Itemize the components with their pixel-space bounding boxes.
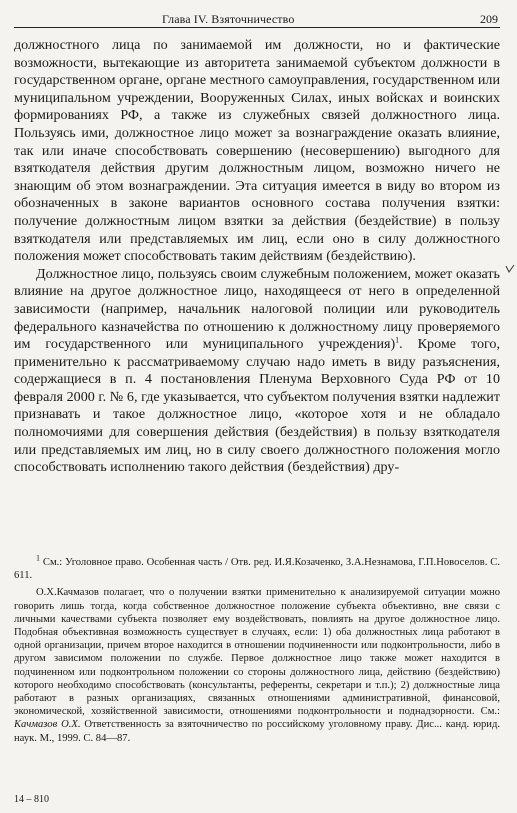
footnote-ref-1[interactable]: 1 [395, 335, 400, 345]
footnote-1-text: См.: Уголовное право. Особенная часть / Отв. ред. И.Я.Козаченко, З.А.Незнамова, Г.П.Новоселов. С. 611. [14, 557, 500, 582]
running-header [14, 11, 500, 28]
footnote-1-continuation [14, 586, 500, 744]
main-text [14, 37, 500, 477]
footnote-1-marker: 1 [36, 553, 40, 563]
paragraph-1: должностного лица по занимаемой им должности, но и фактические возможности, вытекающие из авторитета занимаемой субъектом должности в государственном органе, органе местного самоуправления, государственном или муниципальном учреждении, Вооруженных Силах, иных войсках и воинских формированиях РФ, а также из служебных связей должностного лица. Пользуясь ими, должностное лицо может за вознаграждение оказать влияние, так или иначе способствовать совершению (несовершению) выгодного для взяткодателя действия другим должностным лицом, возможно ничего не знающим об этом вознаграждении. Эта ситуация имеется в виду во втором из обозначенных в законе вариантов основного состава получения взятки: получение должностным лицом взятки за действия (бездействие) в пользу взяткодателя или представляемых им лиц, если оно в силу должностного положения может способствовать таким действиям (бездействию). [14, 37, 500, 265]
paragraph-2 [14, 266, 500, 477]
handwritten-checkmark [505, 264, 515, 276]
footnotes [14, 553, 500, 745]
footnote-author: Качмазов О.Х. [14, 719, 81, 731]
chapter-title: Глава IV. Взяточничество [162, 12, 295, 26]
page-number: 209 [480, 12, 498, 26]
footnote-1 [14, 553, 500, 582]
paragraph-2-part-b: . Кроме того, применительно к рассматриваемому случаю надо иметь в виду разъяснения, содержащиеся в п. 4 постановления Пленума Верховного Суда РФ от 10 февраля 2000 г. № 6, где указывается, что субъектом получения взятки надлежит признавать и такое должностное лицо, «которое хотя и не обладало полномочиями для совершения действия (бездействия) в пользу взяткодателя или представляемых им лиц, но в силу своего должностного положения могло способствовать исполнению такого действия (бездействия) дру- [14, 336, 500, 476]
printer-signature: 14 – 810 [14, 794, 49, 805]
footnote-2-text-a: О.Х.Качмазов полагает, что о получении взятки применительно к анализируемой ситуации можно говорить лишь тогда, когда собственное должностное положение субъекта объективно, вне связи с личными качествами субъекта позволяет ему воздействовать, повлиять на другое должностное лицо. Подобная объективная возможность существует в случаях, если: 1) оба должностных лица работают в одной организации, причем второе находится в отношении подчиненности или подконтрольности, либо в другом зависимом положении по службе. Первое должностное лицо также может находится в подчиненном или подконтрольном положении со стороны должностного лица, действию (бездействию) которого необходимо способствовать (консультанты, референты, секретари и т.п.); 2) должностные лица работают в разных организациях, связанных отношениями административной, финансовой, экономической, хозяйственной зависимости, отношениями подконтрольности и поднадзорности. См.: [14, 587, 500, 718]
paragraph-2-part-a: Должностное лицо, пользуясь своим служебным положением, может оказать влияние на другое должностное лицо, находящееся от него в определенной зависимости (например, начальник налоговой полиции или руководитель федерального казначейства по отношению к должностному лицу проверяемого им государственного или муниципального учреждения) [14, 265, 500, 353]
footnote-2-text-b: Ответственность за взяточничество по российскому уголовному праву. Дис... канд. юрид. наук. М., 1999. С. 84—87. [14, 719, 500, 744]
